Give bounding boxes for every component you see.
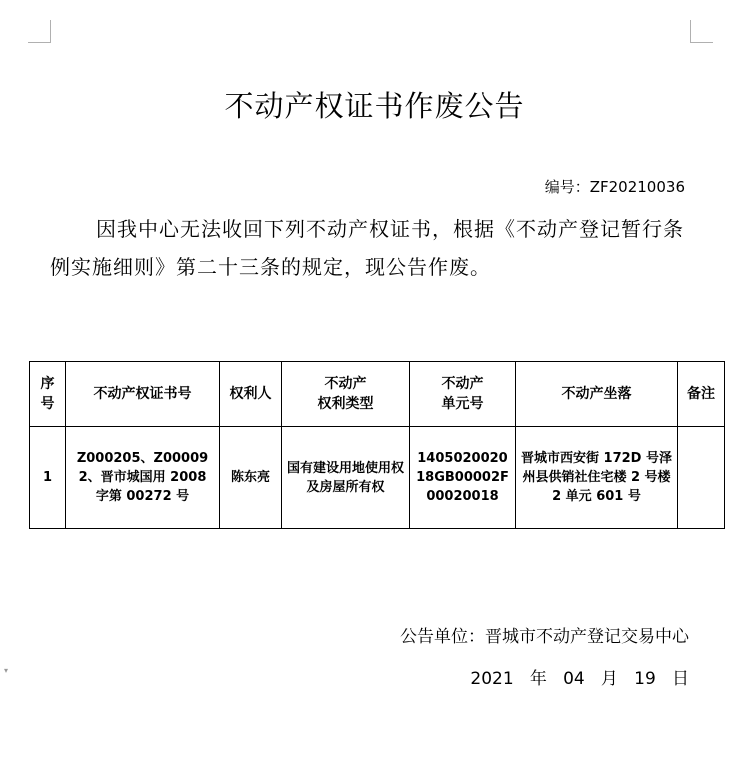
header-remark: 备注 xyxy=(678,362,725,427)
page-corner-mark-top-left xyxy=(28,20,51,43)
cell-owner: 陈东亮 xyxy=(220,427,282,529)
header-unit-no: 不动产 单元号 xyxy=(410,362,516,427)
cell-unit-no: 140502002018GB00002F00020018 xyxy=(410,427,516,529)
margin-marker-icon: ▾ xyxy=(4,666,9,675)
cell-serial-no: 1 xyxy=(30,427,66,529)
header-right-type: 不动产 权利类型 xyxy=(282,362,410,427)
void-certificate-table xyxy=(29,361,725,529)
issue-date: 2021 年 04 月 19 日 xyxy=(470,669,689,689)
table-header-row xyxy=(30,362,725,427)
cell-location: 晋城市西安街 172D 号泽州县供销社住宅楼 2 号楼 2 单元 601 号 xyxy=(516,427,678,529)
cell-right-type: 国有建设用地使用权及房屋所有权 xyxy=(282,427,410,529)
header-location: 不动产坐落 xyxy=(516,362,678,427)
document-title: 不动产权证书作废公告 xyxy=(224,89,525,123)
header-owner: 权利人 xyxy=(220,362,282,427)
serial-number: 编号：ZF20210036 xyxy=(544,178,685,196)
cell-certificate-no: Z000205、Z000092、晋市城国用 2008 字第 00272 号 xyxy=(66,427,220,529)
header-serial-no: 序 号 xyxy=(30,362,66,427)
notice-body: 因我中心无法收回下列不动产权证书，根据《不动产登记暂行条例实施细则》第二十三条的规定，现公告作废。 xyxy=(50,217,684,279)
header-certificate-no: 不动产权证书号 xyxy=(66,362,220,427)
cell-remark xyxy=(678,427,725,529)
table-row xyxy=(30,427,725,529)
page-corner-mark-top-right xyxy=(690,20,713,43)
issuing-unit: 公告单位：晋城市不动产登记交易中心 xyxy=(400,627,689,647)
